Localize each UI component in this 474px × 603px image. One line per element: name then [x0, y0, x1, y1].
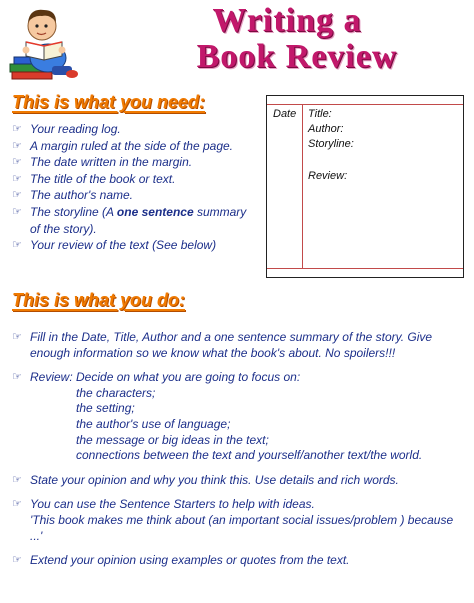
list-item: ☞ The author's name.	[12, 188, 134, 203]
pointing-hand-icon: ☞	[12, 123, 22, 135]
list-item: ☞ A margin ruled at the side of the page.	[12, 138, 234, 153]
margin-date-label: Date	[273, 108, 297, 120]
pointing-hand-icon: ☞	[12, 156, 22, 169]
need-list	[12, 121, 257, 254]
pointing-hand-icon: ☞	[12, 371, 22, 384]
pointing-hand-icon: ☞	[12, 172, 22, 185]
pointing-hand-icon: ☞	[12, 205, 22, 218]
pointing-hand-icon: ☞	[12, 139, 22, 152]
page-title-line1: Writing a	[212, 2, 362, 39]
sentence-starter-example: 'This book makes me think about (an important social issues/problem ) because ...'	[30, 512, 454, 543]
focus-point: the author's use of language;	[76, 416, 231, 431]
margin-rule	[302, 105, 303, 268]
list-item: ☞ The date written in the margin.	[12, 155, 193, 170]
emphasis-text: one sentence	[116, 204, 194, 219]
focus-point: the setting;	[76, 401, 135, 416]
list-item: ☞ Your reading log.	[12, 122, 121, 136]
list-item: ☞ The title of the book or text.	[12, 171, 176, 186]
list-item: ☞ Review: Decide on what you are going to focus on: the characters; the setting; the author's use of language; the message or big ideas in the text; connections between the text and yourself/another text/the world.	[12, 370, 467, 464]
sample-page-ruled-area	[267, 104, 463, 269]
do-list	[12, 330, 467, 578]
list-item: ☞ State your opinion and why you think this. Use details and rich words.	[12, 472, 399, 487]
pointing-hand-icon: ☞	[12, 554, 22, 567]
list-item: ☞ Your review of the text (See below)	[12, 238, 217, 253]
pointing-hand-icon: ☞	[12, 239, 22, 252]
sample-page-box	[266, 95, 464, 278]
pointing-hand-icon: ☞	[12, 473, 22, 486]
focus-point: the message or big ideas in the text;	[76, 432, 269, 447]
list-item: ☞ Fill in the Date, Title, Author and a one sentence summary of the story. Give enough information so we know what the book's about. No spoilers!!!	[12, 330, 433, 360]
focus-point: the characters;	[76, 385, 156, 400]
field-author-label: Author:	[308, 123, 344, 135]
do-heading: This is what you do:	[12, 290, 186, 310]
focus-point: connections between the text and yourself/another text/the world.	[76, 448, 423, 463]
list-item: ☞ You can use the Sentence Starters to help with ideas. 'This book makes me think about (an important social issues/problem ) because ...'	[12, 497, 454, 543]
field-review-label: Review:	[308, 170, 348, 182]
field-storyline-label: Storyline:	[308, 138, 354, 150]
page-title-line2: Book Review	[196, 38, 398, 75]
sample-fields	[308, 107, 354, 152]
list-item: ☞ The storyline (A one sentence summary of the story).	[12, 204, 247, 236]
pointing-hand-icon: ☞	[12, 189, 22, 202]
pointing-hand-icon: ☞	[12, 498, 22, 511]
pointing-hand-icon: ☞	[12, 331, 22, 343]
list-item: ☞ Extend your opinion using examples or quotes from the text.	[12, 553, 350, 568]
need-heading: This is what you need:	[12, 92, 206, 112]
field-title-label: Title:	[308, 108, 332, 120]
